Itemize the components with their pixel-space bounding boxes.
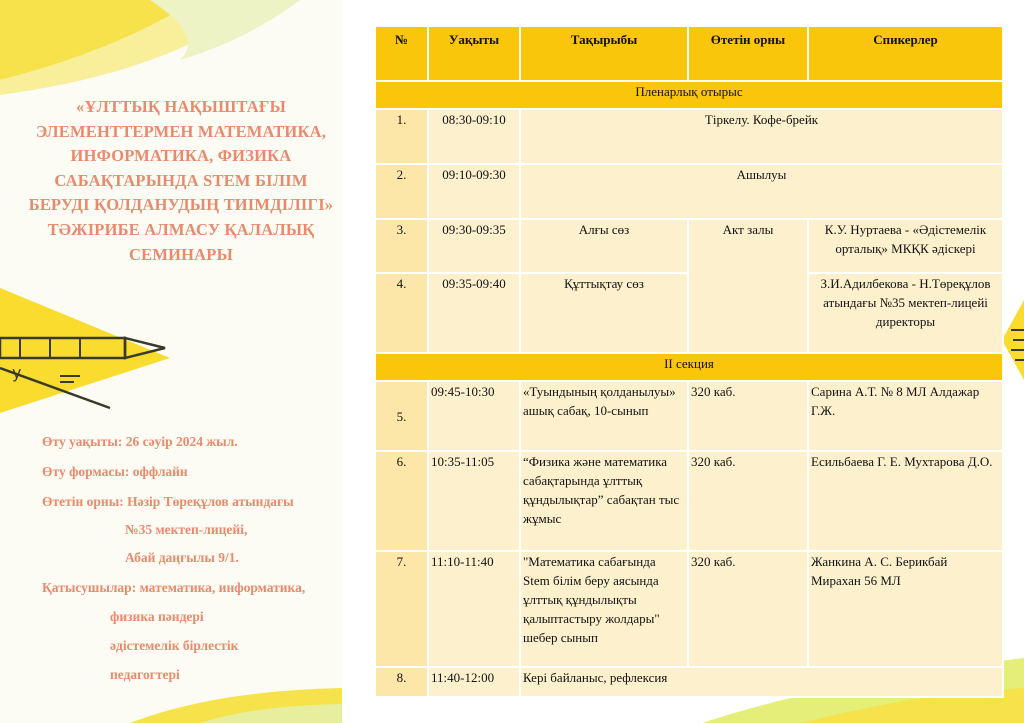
col-header-time: Уақыты: [428, 26, 520, 81]
table-header-row: [375, 26, 1003, 81]
table-row: [375, 109, 1003, 164]
table-row: [375, 551, 1003, 667]
table-row: [375, 451, 1003, 551]
row-time: 11:10-11:40: [428, 551, 520, 667]
row-time: 10:35-11:05: [428, 451, 520, 551]
row-topic: Ашылуы: [520, 164, 1003, 219]
col-header-topic: Тақырыбы: [520, 26, 688, 81]
col-header-speakers: Спикерлер: [808, 26, 1003, 81]
row-number: 1.: [375, 109, 428, 164]
place-line-1: Өтетін орны: Нәзір Төреқұлов атындағы: [42, 494, 294, 509]
row-place: 320 каб.: [688, 551, 808, 667]
section-title-plenary: Пленарлық отырыс: [375, 81, 1003, 109]
row-time: 09:30-09:35: [428, 219, 520, 273]
row-speaker: Жанкина А. С. Берикбай Мирахан 56 МЛ: [808, 551, 1003, 667]
participants-line-4: педагогтері: [110, 667, 180, 682]
row-topic: "Математика сабағында Stem білім беру аясында ұлттық құндылықты қалыптастыру жолдары" шебер сынып: [520, 551, 688, 667]
row-time: 11:40-12:00: [428, 667, 520, 697]
row-speaker: З.И.Адилбекова - Н.Төреқұлов атындағы №35 мектеп-лицейі директоры: [808, 273, 1003, 353]
table-row: [375, 381, 1003, 451]
col-header-number: №: [375, 26, 428, 81]
row-time: 09:35-09:40: [428, 273, 520, 353]
row-number: 5.: [375, 381, 428, 451]
row-topic: Тіркелу. Кофе-брейк: [520, 109, 1003, 164]
row-topic: Кері байланыс, рефлексия: [520, 667, 1003, 697]
row-time: 08:30-09:10: [428, 109, 520, 164]
row-speaker: Сарина А.Т. № 8 МЛ Алдажар Г.Ж.: [808, 381, 1003, 451]
participants-line-1: Қатысушылар: математика, информатика,: [42, 580, 306, 595]
participants-line-3: әдістемелік бірлестік: [110, 638, 239, 653]
row-number: 7.: [375, 551, 428, 667]
row-speaker: К.У. Нуртаева - «Әдістемелік орталық» МКҚК әдіскері: [808, 219, 1003, 273]
date-line: Өту уақыты: 26 сәуір 2024 жыл.: [42, 434, 238, 449]
decorative-pencil-graph: [0, 278, 342, 413]
row-speaker: Есильбаева Г. Е. Мухтарова Д.О.: [808, 451, 1003, 551]
svg-text:y: y: [12, 363, 22, 382]
table-row: [375, 219, 1003, 273]
table-row: [375, 667, 1003, 697]
section-title-2: II секция: [375, 353, 1003, 381]
row-topic: Құттықтау сөз: [520, 273, 688, 353]
row-number: 6.: [375, 451, 428, 551]
row-number: 2.: [375, 164, 428, 219]
row-topic: Алғы сөз: [520, 219, 688, 273]
place-line-2: №35 мектеп-лицейі,: [125, 522, 248, 537]
row-number: 4.: [375, 273, 428, 353]
participants-line-2: физика пәндері: [110, 609, 204, 624]
format-line: Өту формасы: оффлайн: [42, 464, 188, 479]
seminar-title: «ҰЛТТЫҚ НАҚЫШТАҒЫ ЭЛЕМЕНТТЕРМЕН МАТЕМАТИКА, ИНФОРМАТИКА, ФИЗИКА САБАҚТАРЫНДА STEM БІЛІМ БЕРУДІ ҚОЛДАНУДЫҢ ТИІМДІЛІГІ» ТӘЖІРИБЕ АЛМАСУ ҚАЛАЛЫҚ СЕМИНАРЫ: [28, 97, 334, 264]
row-place: Акт залы: [688, 219, 808, 353]
row-number: 3.: [375, 219, 428, 273]
col-header-place: Өтетін орны: [688, 26, 808, 81]
row-time: 09:45-10:30: [428, 381, 520, 451]
brochure-cover-panel: [0, 0, 342, 723]
row-topic: “Физика және математика сабақтарында ұлттық құндылықтар” сабақтан тыс жұмыс: [520, 451, 688, 551]
row-time: 09:10-09:30: [428, 164, 520, 219]
row-place: 320 каб.: [688, 381, 808, 451]
table-row: [375, 164, 1003, 219]
place-line-3: Абай даңғылы 9/1.: [125, 550, 239, 565]
section-row-2: [375, 353, 1003, 381]
row-topic: «Туындының қолданылуы» ашық сабақ, 10-сынып: [520, 381, 688, 451]
section-row-plenary: [375, 81, 1003, 109]
schedule-table: [374, 25, 1004, 698]
row-place: 320 каб.: [688, 451, 808, 551]
row-number: 8.: [375, 667, 428, 697]
